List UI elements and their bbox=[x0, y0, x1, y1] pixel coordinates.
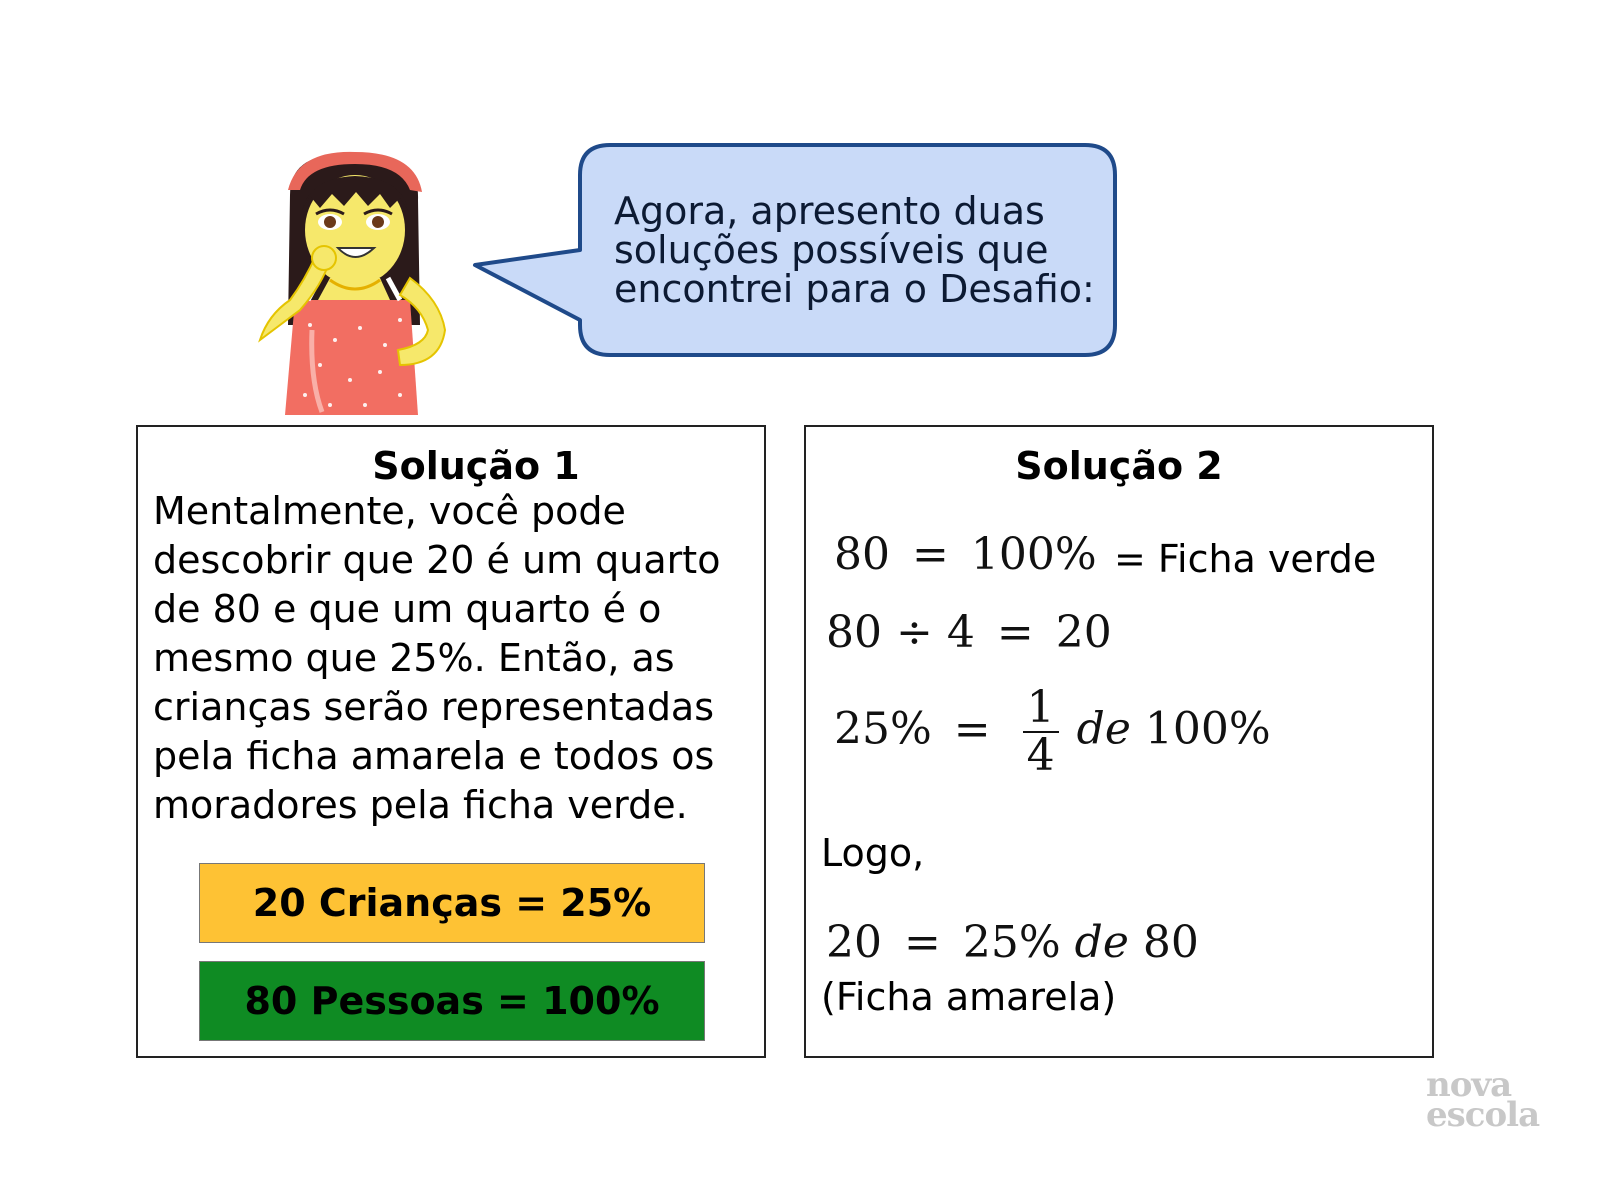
logo-conclusion-label: Logo, bbox=[821, 831, 925, 875]
eq2-left: 80 ÷ 4 bbox=[826, 607, 975, 658]
brand-line-2: escola bbox=[1426, 1095, 1540, 1135]
nova-escola-logo bbox=[1426, 1065, 1546, 1135]
equation-25-percent-fraction bbox=[834, 682, 1271, 781]
girl-character-illustration bbox=[250, 150, 460, 415]
eq4-left: 20 bbox=[826, 917, 882, 968]
eq3-operator: = bbox=[953, 703, 991, 755]
speech-bubble-text: Agora, apresento duas soluções possíveis que encontrei para o Desafio: bbox=[614, 189, 1095, 311]
eq1-right: 100% bbox=[970, 529, 1097, 580]
solution-1-explanation: Mentalmente, você pode descobrir que 20 é um quarto de 80 e que um quarto é o mesmo que 25%. Então, as crianças serão representadas pela ficha amarela e todos os moradores pela ficha verde. bbox=[153, 489, 721, 827]
equation-80-divided-by-4 bbox=[826, 607, 1112, 658]
eq2-operator: = bbox=[996, 607, 1034, 658]
eq3-right: 100% bbox=[1144, 703, 1271, 755]
brand-line-1: nova bbox=[1426, 1065, 1512, 1105]
eq4-value: 25% bbox=[962, 917, 1061, 968]
fraction-numerator: 1 bbox=[1023, 685, 1059, 733]
solution-1-panel bbox=[136, 425, 766, 1058]
eq3-left: 25% bbox=[834, 703, 932, 755]
fraction-one-quarter bbox=[1023, 682, 1059, 781]
equation-80-equals-100-percent bbox=[834, 529, 1097, 580]
green-chip-people: 80 Pessoas = 100% bbox=[199, 961, 705, 1041]
eq1-left: 80 bbox=[834, 529, 890, 580]
eq4-operator: = bbox=[904, 917, 941, 968]
eq1-operator: = bbox=[912, 529, 949, 580]
eq3-word: de bbox=[1076, 703, 1131, 755]
ficha-amarela-note: (Ficha amarela) bbox=[821, 975, 1117, 1019]
solution-2-panel bbox=[804, 425, 1434, 1058]
eq4-right: 80 bbox=[1142, 917, 1199, 968]
eq4-word: de bbox=[1074, 917, 1129, 968]
solution-1-title: Solução 1 bbox=[372, 444, 580, 488]
solution-2-title: Solução 2 bbox=[1015, 444, 1223, 488]
yellow-chip-children: 20 Crianças = 25% bbox=[199, 863, 705, 943]
equation-20-equals-25-percent-of-80 bbox=[826, 917, 1199, 968]
eq1-note: = Ficha verde bbox=[1114, 537, 1377, 581]
eq2-right: 20 bbox=[1055, 607, 1112, 658]
fraction-denominator: 4 bbox=[1026, 730, 1055, 781]
